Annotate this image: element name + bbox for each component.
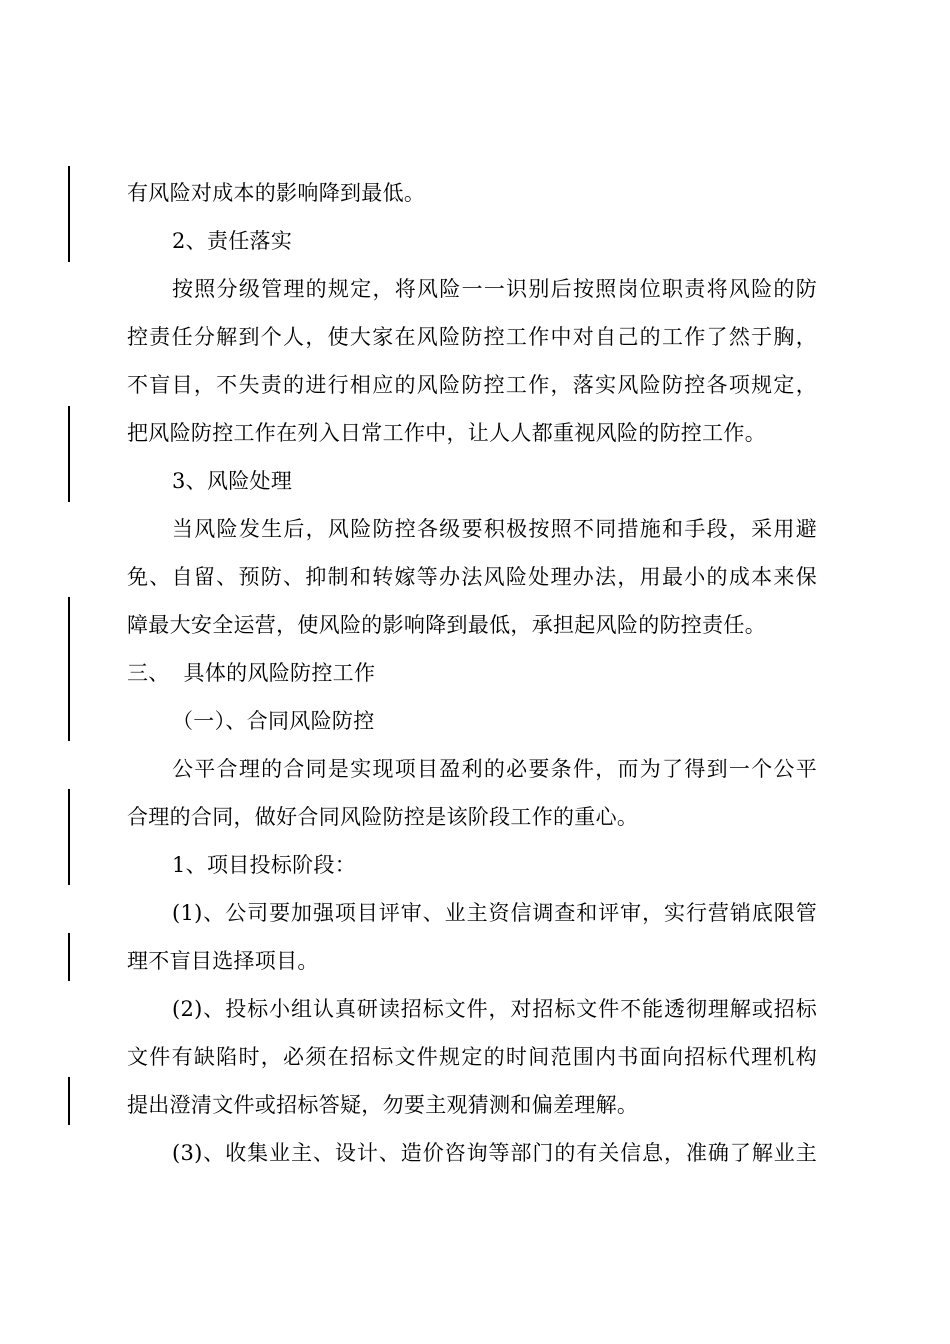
text-line: (2)、投标小组认真研读招标文件，对招标文件不能透彻理解或招标 [172, 997, 817, 1021]
revision-bar [68, 406, 70, 502]
text-line: 把风险防控工作在列入日常工作中，让人人都重视风险的防控工作。 [127, 421, 766, 445]
revision-bar [68, 789, 70, 885]
revision-bar [68, 597, 70, 741]
chapter-heading: 三、 具体的风险防控工作 [127, 661, 376, 685]
text-line: 有风险对成本的影响降到最低。 [127, 181, 426, 205]
text-line: 理不盲目选择项目。 [127, 949, 319, 973]
subsection-heading: （一）、合同风险防控 [172, 709, 375, 733]
text-line: 按照分级管理的规定，将风险一一识别后按照岗位职责将风险的防 [172, 277, 817, 301]
text-line: 不盲目，不失责的进行相应的风险防控工作，落实风险防控各项规定， [127, 373, 817, 397]
section-heading: 2、责任落实 [172, 229, 293, 253]
section-heading: 3、风险处理 [172, 469, 293, 493]
text-line: 提出澄清文件或招标答疑，勿要主观猜测和偏差理解。 [127, 1093, 639, 1117]
text-line: 控责任分解到个人，使大家在风险防控工作中对自己的工作了然于胸， [127, 325, 817, 349]
revision-bar [68, 1077, 70, 1125]
text-line: (3)、收集业主、设计、造价咨询等部门的有关信息，准确了解业主 [172, 1141, 817, 1165]
text-line: 当风险发生后，风险防控各级要积极按照不同措施和手段，采用避 [172, 517, 817, 541]
text-line: 障最大安全运营，使风险的影响降到最低，承担起风险的防控责任。 [127, 613, 766, 637]
text-line: 公平合理的合同是实现项目盈利的必要条件，而为了得到一个公平 [172, 757, 817, 781]
text-line: (1)、公司要加强项目评审、业主资信调查和评审，实行营销底限管 [172, 901, 817, 925]
text-line: 文件有缺陷时，必须在招标文件规定的时间范围内书面向招标代理机构 [127, 1045, 817, 1069]
revision-bar [68, 933, 70, 981]
revision-bar [68, 166, 70, 262]
text-line: 合理的合同，做好合同风险防控是该阶段工作的重心。 [127, 805, 639, 829]
section-heading: 1、项目投标阶段： [172, 853, 357, 877]
text-line: 免、自留、预防、抑制和转嫁等办法风险处理办法，用最小的成本来保 [127, 565, 817, 589]
